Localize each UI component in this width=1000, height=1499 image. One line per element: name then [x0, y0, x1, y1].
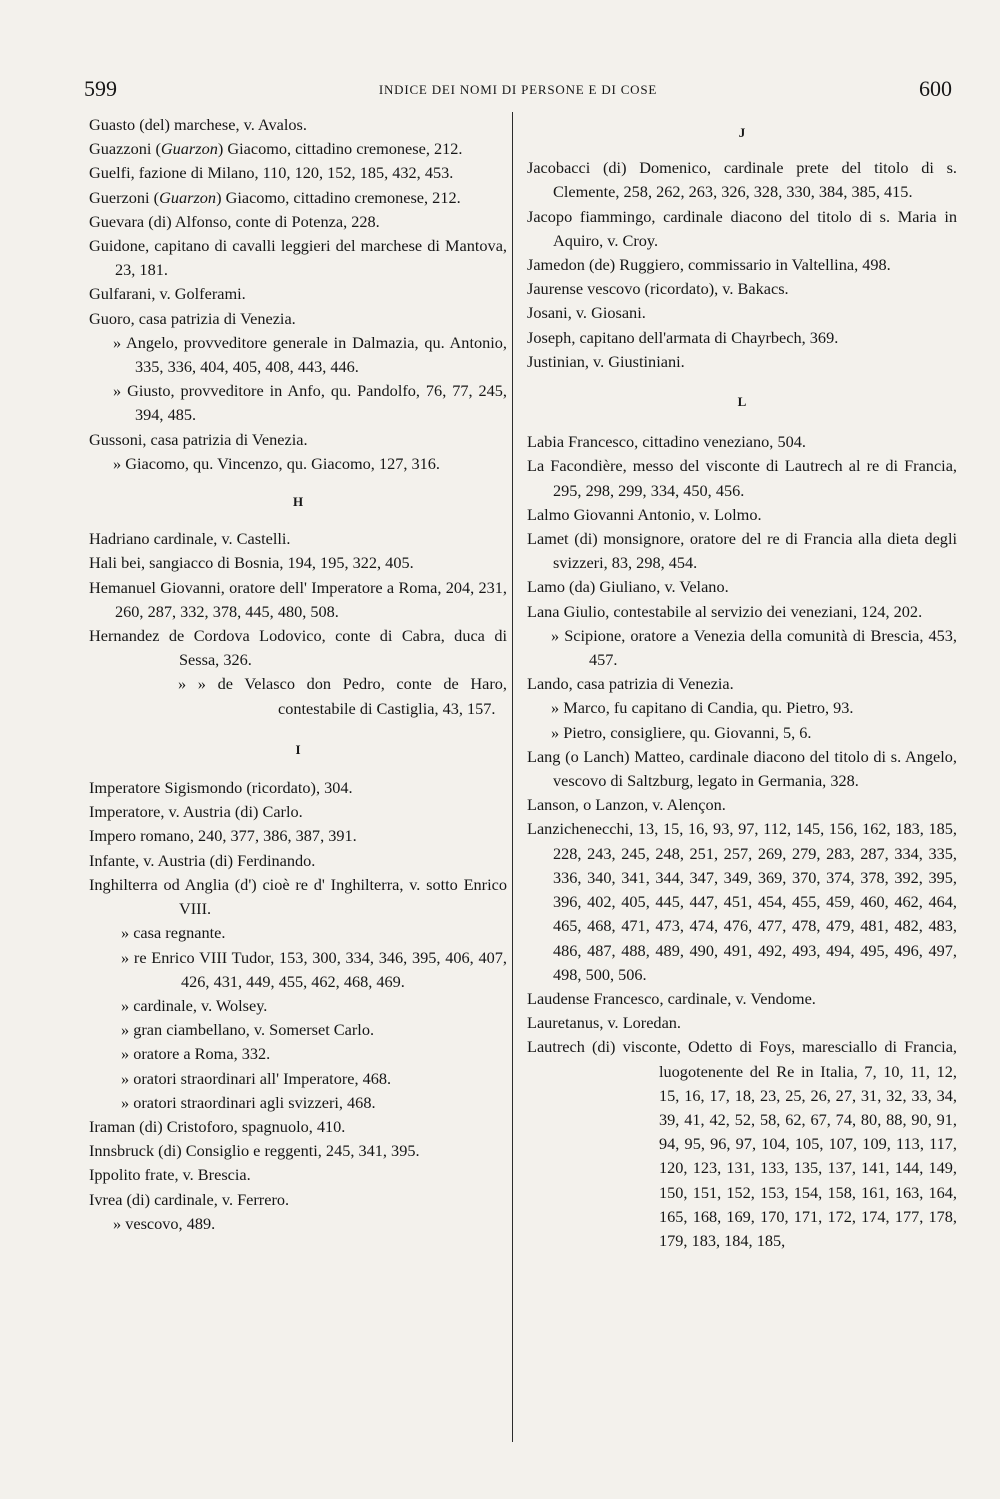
index-subentry: » Pietro, consigliere, qu. Giovanni, 5, 6. — [551, 722, 812, 742]
index-entry: Laudense Francesco, cardinale, v. Vendome. — [527, 988, 816, 1008]
left-column — [89, 113, 507, 1236]
index-entry: Guoro, casa patrizia di Venezia. — [89, 308, 296, 328]
index-entry: Jaurense vescovo (ricordato), v. Bakacs. — [527, 279, 789, 299]
index-entry: Lalmo Giovanni Antonio, v. Lolmo. — [527, 504, 762, 524]
section-letter-h: H — [292, 494, 304, 510]
index-entry: Gulfarani, v. Golferami. — [89, 284, 246, 304]
index-subentry: » casa regnante. — [121, 923, 226, 943]
index-entry: Ippolito frate, v. Brescia. — [89, 1165, 251, 1185]
index-subentry: » » de Velasco don Pedro, conte de Haro, contestabile di Castiglia, 43, 157. — [178, 674, 507, 718]
index-subentry: » vescovo, 489. — [113, 1213, 216, 1233]
entry-text: ) Giacomo, cittadino cremonese, 212. — [217, 139, 463, 159]
index-entry: Lang (o Lanch) Matteo, cardinale diacono del titolo di s. Angelo, vescovo di Saltzburg, legato in Germania, 328. — [527, 746, 957, 791]
page-number-left: 599 — [84, 76, 117, 101]
index-entry: Impero romano, 240, 377, 386, 387, 391. — [89, 826, 357, 846]
index-entry: Labia Francesco, cittadino veneziano, 504. — [527, 432, 806, 452]
index-entry: Imperatore, v. Austria (di) Carlo. — [89, 802, 303, 822]
index-entry: Guasto (del) marchese, v. Avalos. — [89, 115, 307, 134]
entry-text: ) Giacomo, cittadino cremonese, 212. — [216, 187, 461, 207]
entry-italic-name: Guarzon — [160, 139, 218, 159]
index-entry: Lanzichenecchi, 13, 15, 16, 93, 97, 112, 145, 156, 162, 183, 185, 228, 243, 245, 248, 251, 257, 269, 279, 283, 287, 334, 335, 336, 340, 341, 344, 347, 349, 369, 370, 374, 378, 392, 395, 396, 402, 405, 445, 447, 451, 454, 455, 459, 460, 462, 464, 465, 468, 471, 473, 474, 476, 477, 478, 479, 481, 482, 483, 486, 487, 488, 489, 490, 491, 492, 493, 494, 495, 496, 497, 498, 500, 506. — [527, 819, 957, 984]
index-entry: Hemanuel Giovanni, oratore dell' Imperatore a Roma, 204, 231, 260, 287, 332, 378, 445, 480, 508. — [89, 577, 507, 621]
index-entry: Joseph, capitano dell'armata di Chayrbech, 369. — [527, 327, 839, 347]
section-letter-j: J — [738, 125, 746, 140]
index-entry: Inghilterra od Anglia (d') cioè re d' Inghilterra, v. sotto Enrico VIII. — [89, 874, 507, 919]
index-entry: Lautrech (di) visconte, Odetto di Foys, maresciallo di Francia, luogotenente del Re in Italia, 7, 10, 11, 12, 15, 16, 17, 18, 23, 25, 26, 27, 31, 32, 33, 34, 39, 41, 42, 52, 58, 62, 67, 74, 80, 88, 90, 91, 94, 95, 96, 97, 104, 105, 107, 109, 113, 117, 120, 123, 131, 133, 135, 137, 141, 144, 149, 150, 151, 152, 153, 154, 158, 161, 163, 164, 165, 168, 169, 170, 171, 172, 174, 177, 178, 179, 183, 184, 185, — [527, 1037, 957, 1250]
right-column — [527, 113, 957, 1253]
index-entry — [89, 186, 507, 210]
index-subentry: » cardinale, v. Wolsey. — [121, 995, 268, 1015]
index-subentry: » Giusto, provveditore in Anfo, qu. Pandolfo, 76, 77, 245, 394, 485. — [113, 381, 507, 425]
index-entry: Lando, casa patrizia di Venezia. — [527, 674, 734, 694]
entry-italic-name: Guarzon — [159, 187, 217, 207]
index-entry: Josani, v. Giosani. — [527, 303, 646, 323]
running-title: INDICE DEI NOMI DI PERSONE E DI COSE — [378, 82, 658, 97]
index-entry: Infante, v. Austria (di) Ferdinando. — [89, 850, 316, 870]
index-entry: Hadriano cardinale, v. Castelli. — [89, 529, 291, 549]
page-header — [84, 76, 952, 104]
entry-text: Guerzoni ( — [89, 187, 160, 207]
index-entry: Hali bei, sangiacco di Bosnia, 194, 195, 322, 405. — [89, 553, 414, 573]
index-entry: Lana Giulio, contestabile al servizio dei veneziani, 124, 202. — [527, 601, 923, 621]
index-entry: La Facondière, messo del visconte di Lautrech al re di Francia, 295, 298, 299, 334, 450, 456. — [527, 456, 957, 500]
index-entry: Jamedon (de) Ruggiero, commissario in Valtellina, 498. — [527, 255, 891, 275]
index-entry: Lamo (da) Giuliano, v. Velano. — [527, 577, 729, 597]
index-subentry: » oratori straordinari all' Imperatore, 468. — [121, 1068, 392, 1088]
index-entry: Imperatore Sigismondo (ricordato), 304. — [89, 778, 353, 798]
index-subentry: » Angelo, provveditore generale in Dalmazia, qu. Antonio, 335, 336, 404, 405, 408, 443, 446. — [113, 332, 507, 377]
index-entry: Innsbruck (di) Consiglio e reggenti, 245, 341, 395. — [89, 1141, 420, 1161]
section-letter-i: I — [295, 741, 301, 757]
index-entry: Ivrea (di) cardinale, v. Ferrero. — [89, 1189, 290, 1209]
index-subentry: » oratore a Roma, 332. — [121, 1044, 271, 1064]
section-letter-l: L — [737, 394, 747, 410]
index-entry: Lanson, o Lanzon, v. Alençon. — [527, 795, 726, 815]
index-entry: Guidone, capitano di cavalli leggieri del marchese di Mantova, 23, 181. — [89, 236, 507, 280]
entry-text: Guazzoni ( — [89, 139, 161, 159]
index-subentry: » re Enrico VIII Tudor, 153, 300, 334, 346, 395, 406, 407, 426, 431, 449, 455, 462, 468, 469. — [121, 947, 507, 991]
column-divider — [512, 112, 513, 1442]
index-subentry: » Giacomo, qu. Vincenzo, qu. Giacomo, 127, 316. — [113, 453, 440, 473]
page-number-right: 600 — [919, 76, 952, 101]
index-entry: Lauretanus, v. Loredan. — [527, 1013, 682, 1033]
index-entry: Gussoni, casa patrizia di Venezia. — [89, 429, 308, 449]
index-entry: Justinian, v. Giustiniani. — [527, 351, 685, 371]
index-subentry: » oratori straordinari agli svizzeri, 468. — [121, 1092, 376, 1112]
index-entry — [89, 137, 507, 161]
index-subentry: » Scipione, oratore a Venezia della comunità di Brescia, 453, 457. — [551, 625, 957, 670]
index-entry: Jacopo fiammingo, cardinale diacono del titolo di s. Maria in Aquiro, v. Croy. — [527, 206, 957, 250]
index-entry: Jacobacci (di) Domenico, cardinale prete del titolo di s. Clemente, 258, 262, 263, 326, 328, 330, 384, 385, 415. — [527, 158, 957, 202]
index-entry: Iraman (di) Cristoforo, spagnuolo, 410. — [89, 1116, 346, 1136]
index-entry: Lamet (di) monsignore, oratore del re di Francia alla dieta degli svizzeri, 83, 298, 454. — [527, 529, 957, 573]
index-subentry: » Marco, fu capitano di Candia, qu. Pietro, 93. — [551, 698, 854, 718]
index-entry: Guevara (di) Alfonso, conte di Potenza, 228. — [89, 211, 380, 231]
index-entry: Hernandez de Cordova Lodovico, conte di Cabra, duca di Sessa, 326. — [89, 626, 507, 670]
index-entry: Guelfi, fazione di Milano, 110, 120, 152, 185, 432, 453. — [89, 163, 454, 183]
index-subentry: » gran ciambellano, v. Somerset Carlo. — [121, 1020, 375, 1040]
